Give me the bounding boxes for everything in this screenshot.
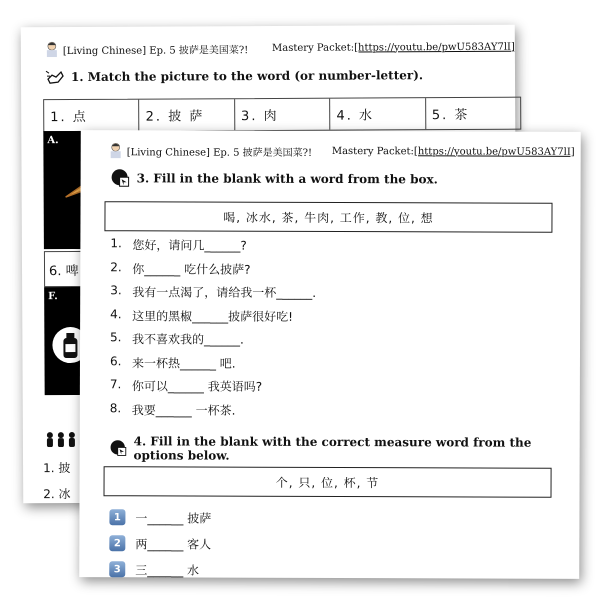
teacher-icon bbox=[45, 41, 59, 57]
pointer-cursor-icon bbox=[111, 168, 131, 188]
list-item bbox=[110, 377, 316, 401]
picture-f-label: F. bbox=[48, 291, 58, 303]
measure-word-list bbox=[109, 504, 211, 582]
page-header bbox=[109, 142, 575, 160]
item-text: 三______ 水 bbox=[135, 562, 200, 578]
item-text: 我要______ 一杯茶. bbox=[131, 402, 236, 418]
item-number: 8. bbox=[109, 400, 122, 415]
back-list-item: 2. 冰 bbox=[43, 487, 71, 502]
list-item bbox=[110, 307, 316, 331]
item-text: 这里的黑椒______披萨很好吃! bbox=[132, 308, 293, 324]
number-badge-icon: 3 bbox=[109, 561, 125, 577]
list-item bbox=[110, 283, 316, 307]
section-4-title bbox=[110, 434, 580, 464]
item-number: 4. bbox=[110, 306, 122, 321]
packet-label: Mastery Packet: bbox=[331, 145, 414, 157]
item-text: 两______ 客人 bbox=[135, 536, 212, 552]
list-item bbox=[110, 236, 316, 260]
list-item bbox=[110, 330, 316, 354]
number-badge-icon: 2 bbox=[109, 535, 125, 551]
item-number: 2. bbox=[110, 259, 122, 274]
vocab-cell: 3. 肉 bbox=[235, 99, 331, 130]
packet-link[interactable]: [https://youtu.be/pwU583AY7lI] bbox=[354, 41, 515, 54]
item-text: 一______ 披萨 bbox=[135, 510, 212, 526]
section-4-title-text: 4. Fill in the blank with the correct measure word from the options below. bbox=[133, 434, 532, 463]
list-item bbox=[110, 354, 316, 378]
section-3-title bbox=[111, 168, 438, 189]
vocab-cell: 1. 点 bbox=[44, 100, 140, 131]
packet-link[interactable]: [https://youtu.be/pwU583AY7lI] bbox=[413, 145, 575, 158]
item-number: 5. bbox=[110, 330, 122, 345]
vocab-cell: 5. 茶 bbox=[431, 107, 470, 124]
list-item bbox=[109, 530, 211, 556]
fill-in-blank-list bbox=[110, 236, 316, 425]
section-1-title bbox=[45, 65, 423, 87]
item-text: 来一杯热______ 吧. bbox=[131, 355, 236, 371]
vocab-row bbox=[43, 97, 521, 133]
list-item bbox=[109, 556, 211, 582]
measure-word-box: 个, 只, 位, 杯, 节 bbox=[104, 466, 552, 498]
item-text: 您好，请问几______? bbox=[132, 238, 247, 253]
pointer-cursor-icon bbox=[110, 438, 128, 458]
picture-a-label: A. bbox=[47, 135, 59, 147]
item-text: 我有一点渴了，请给我一杯______. bbox=[132, 285, 317, 300]
header-title: [Living Chinese] Ep. 5 披萨是美国菜?! bbox=[126, 146, 313, 159]
section-3-title-text: 3. Fill in the blank with a word from the box. bbox=[136, 171, 438, 187]
list-item bbox=[109, 504, 211, 530]
item-number: 3. bbox=[110, 283, 122, 298]
list-item bbox=[110, 401, 316, 425]
header-title: [Living Chinese] Ep. 5 披萨是美国菜?! bbox=[62, 44, 249, 57]
item-number: 7. bbox=[109, 377, 122, 392]
row-6-label: 6. 啤 bbox=[44, 251, 106, 287]
item-text: 你可以______ 我英语吗? bbox=[131, 379, 263, 394]
list-item bbox=[110, 260, 316, 284]
vocab-cell: 4. 水 bbox=[330, 98, 426, 129]
section-1-title-text: 1. Match the picture to the word (or number-letter). bbox=[70, 68, 424, 85]
back-list-item: 1. 披 bbox=[43, 461, 71, 476]
item-text: 我不喜欢我的______. bbox=[132, 332, 244, 347]
word-bank-box: 喝, 冰水, 茶, 牛肉, 工作, 教, 位, 想 bbox=[104, 201, 552, 233]
front-worksheet-page bbox=[79, 130, 581, 579]
vocab-cell: 2. 披 萨 bbox=[140, 99, 236, 130]
number-badge-icon: 1 bbox=[109, 509, 125, 525]
page-header bbox=[45, 39, 515, 57]
item-number: 1. bbox=[110, 236, 122, 251]
item-text: 你______ 吃什么披萨? bbox=[132, 261, 251, 277]
teacher-icon bbox=[109, 142, 123, 158]
item-number: 6. bbox=[109, 353, 122, 368]
packet-label: Mastery Packet: bbox=[271, 42, 355, 54]
match-hand-icon bbox=[45, 67, 65, 87]
